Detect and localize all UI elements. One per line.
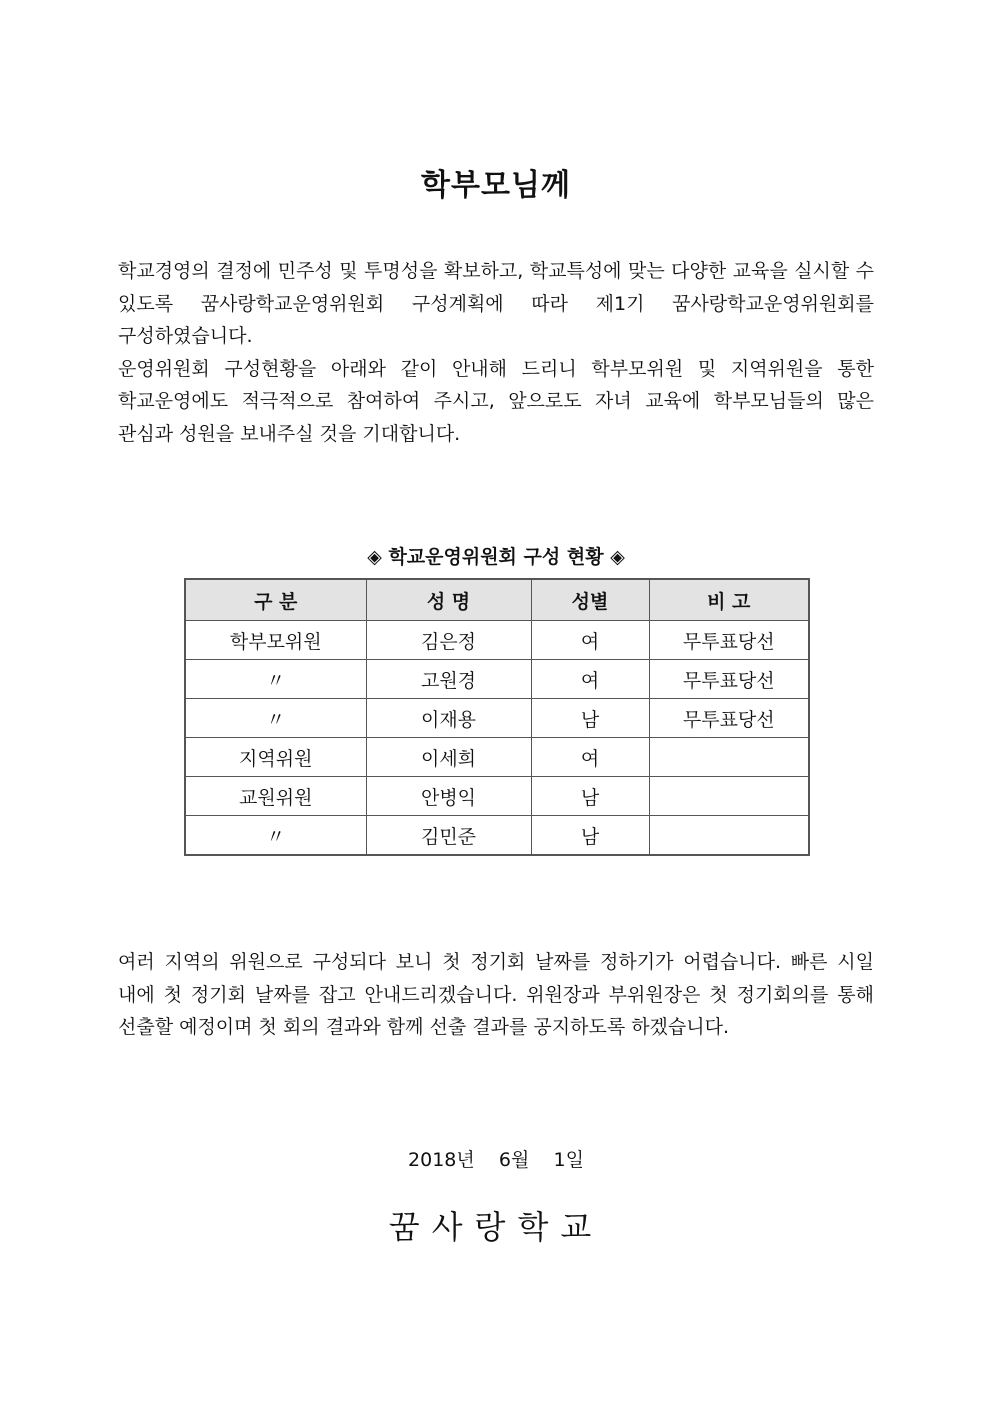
- cell-gender: 남: [531, 777, 649, 816]
- cell-note: 무투표당선: [649, 621, 809, 660]
- cell-gender: 남: [531, 699, 649, 738]
- cell-gender: 여: [531, 738, 649, 777]
- cell-category: 〃: [185, 816, 366, 856]
- cell-gender: 여: [531, 621, 649, 660]
- school-name: 꿈사랑학교: [388, 1208, 604, 1246]
- cell-gender: 여: [531, 660, 649, 699]
- table-row: [185, 699, 809, 738]
- table-caption-text: 학교운영위원회 구성 현황: [388, 546, 604, 568]
- intro-paragraph-2: 운영위원회 구성현황을 아래와 같이 안내해 드리니 학부모위원 및 지역위원을 통한 학교운영에도 적극적으로 참여하여 주시고, 앞으로도 자녀 교육에 학부모님들의 많은 관심과 성원을 보내주실 것을 기대합니다.: [118, 357, 874, 445]
- cell-name: 이세희: [366, 738, 531, 777]
- cell-name: 고원경: [366, 660, 531, 699]
- table-header-row: [185, 579, 809, 621]
- committee-members-table: [184, 578, 810, 856]
- table-caption: [0, 542, 992, 569]
- header-gender: 성별: [531, 579, 649, 621]
- intro-text: [118, 255, 874, 450]
- cell-name: 안병익: [366, 777, 531, 816]
- table-row: [185, 816, 809, 856]
- cell-category: 학부모위원: [185, 621, 366, 660]
- cell-note: [649, 816, 809, 856]
- cell-note: [649, 738, 809, 777]
- table-row: [185, 621, 809, 660]
- cell-category: 〃: [185, 699, 366, 738]
- diamond-bullet-icon: ◈: [610, 546, 625, 568]
- cell-gender: 남: [531, 816, 649, 856]
- cell-name: 김은정: [366, 621, 531, 660]
- closing-paragraph: 여러 지역의 위원으로 구성되다 보니 첫 정기회 날짜를 정하기가 어렵습니다. 빠른 시일 내에 첫 정기회 날짜를 잡고 안내드리겠습니다. 위원장과 부위원장은 첫 정기회의를 통해 선출할 예정이며 첫 회의 결과와 함께 선출 결과를 공지하도록 하겠습니다.: [118, 951, 874, 1038]
- cell-name: 김민준: [366, 816, 531, 856]
- header-note: 비 고: [649, 579, 809, 621]
- cell-name: 이재용: [366, 699, 531, 738]
- diamond-bullet-icon: ◈: [367, 546, 382, 568]
- letter-title: 학부모님께: [421, 168, 571, 203]
- closing-text: [118, 946, 874, 1044]
- header-name: 성 명: [366, 579, 531, 621]
- table-row: [185, 777, 809, 816]
- table-row: [185, 738, 809, 777]
- cell-category: 〃: [185, 660, 366, 699]
- table-row: [185, 660, 809, 699]
- intro-paragraph-1: 학교경영의 결정에 민주성 및 투명성을 확보하고, 학교특성에 맞는 다양한 교육을 실시할 수 있도록 꿈사랑학교운영위원회 구성계획에 따라 제1기 꿈사랑학교운영위원회를 구성하였습니다.: [118, 260, 874, 347]
- letter-date: 2018년 6월 1일: [408, 1149, 584, 1171]
- header-category: 구 분: [185, 579, 366, 621]
- cell-note: 무투표당선: [649, 699, 809, 738]
- cell-note: [649, 777, 809, 816]
- cell-category: 지역위원: [185, 738, 366, 777]
- cell-category: 교원위원: [185, 777, 366, 816]
- cell-note: 무투표당선: [649, 660, 809, 699]
